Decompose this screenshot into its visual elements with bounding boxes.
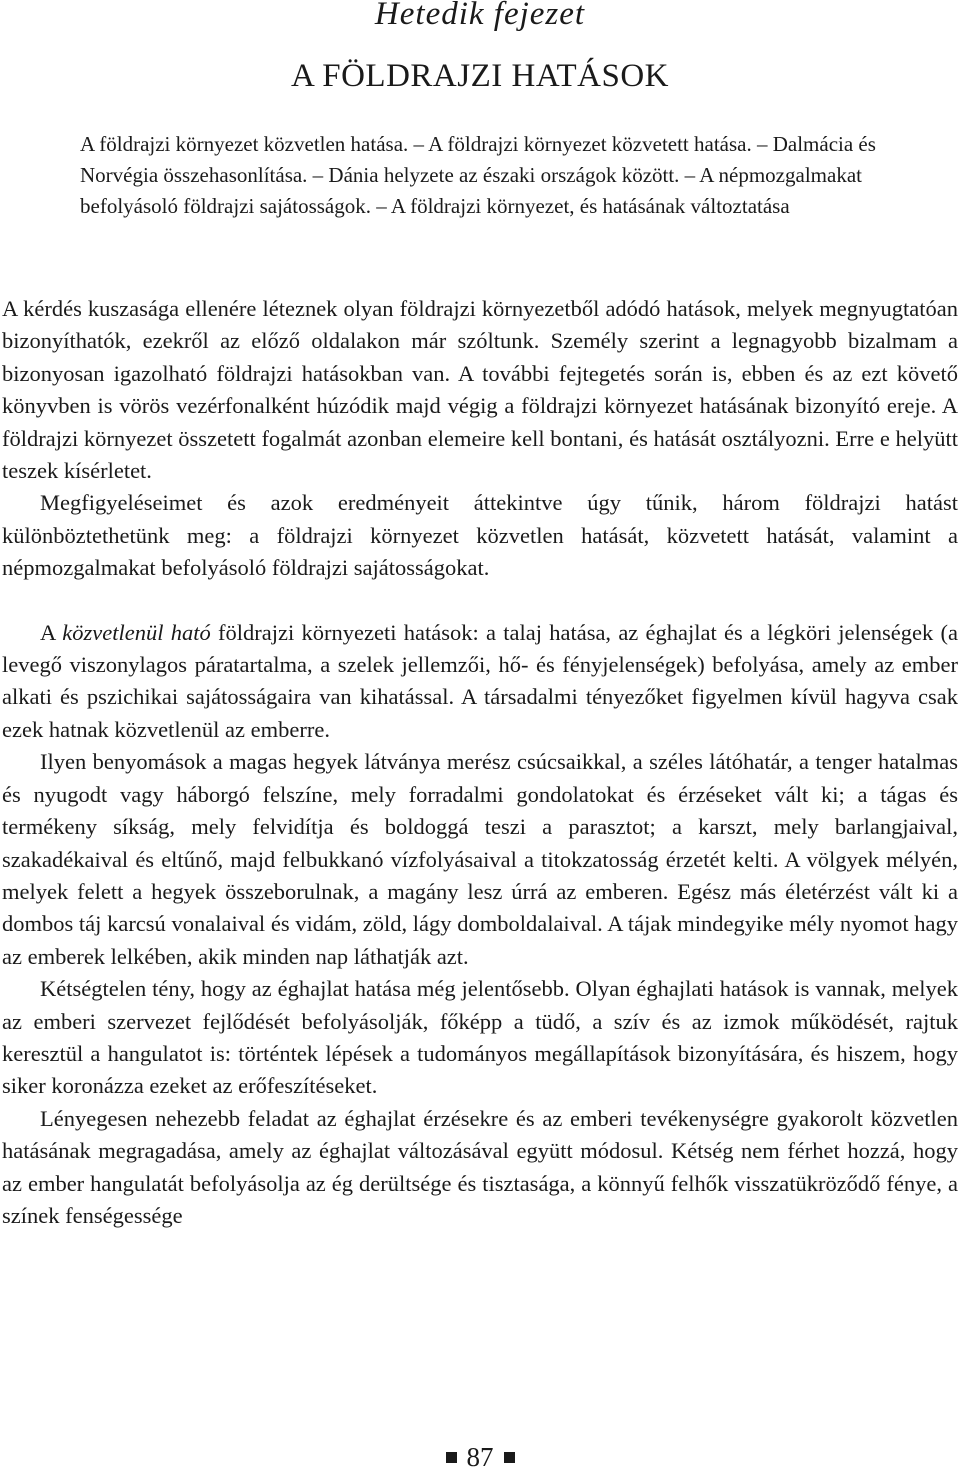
body-text (2, 293, 958, 1232)
page-number: 87 (466, 1442, 494, 1472)
square-bullet-icon (504, 1452, 515, 1463)
paragraph-4: Ilyen benyomások a magas hegyek látványa merész csúcsaikkal, a széles látóhatár, a tenger hatalmas és nyugodt vagy háborgó felszíne, mely forradalmi gondolatokat és érzéseket vált ki; a tágas és termékeny síkság, mely felvidítja és boldoggá teszi a parasztot; a karszt, mely barlangjaival, szakadékaival és eltűnő, majd felbukkanó vízfolyásaival a titokzatosság érzetét kelti. A völgyek mélyén, melyek felett a hegyek összeborulnak, a magány lesz úrrá az emberen. Egész más életérzést vált ki a dombos táj karcsú vonalaival és vidám, zöld, lágy domboldalaival. A tájak mindegyike mély nyomot hagy az emberek lelkében, akik minden nap láthatják azt. (2, 749, 958, 969)
paragraph-3-rest: földrajzi környezeti hatások: a talaj hatása, az éghajlat és a légköri jelenségek (a levegő viszonylagos páratartalma, a szelek jellemzői, hő- és fényjelenségek) befolyása, amely az ember alkati és pszichikai sajátosságaira van kihatással. A társadalmi tényezőket figyelmen kívül hagyva csak ezek hatnak közvetlenül az emberre. (2, 619, 958, 742)
chapter-title: A FÖLDRAJZI HATÁSOK (290, 58, 670, 94)
paragraph-3 (2, 617, 958, 747)
paragraph-1: A kérdés kuszasága ellenére léteznek olyan földrajzi környezetből adódó hatások, melyek megnyugtatóan bizonyíthatók, ezekről az előző oldalakon már szóltunk. Személy szerint a legnagyobb bizalmam a bizonyosan igazolható földrajzi hatásokban van. A további fejtegetés során is, ebben és az ezt követő könyvben is vörös vezérfonalként húzódik majd végig a földrajzi környezet hatásának bizonyító ereje. A földrajzi környezet összetett fogalmát azonban elemeire kell bontani, és hatását osztályozni. Erre e helyütt teszek kísérletet. (2, 296, 958, 484)
paragraph-2: Megfigyeléseimet és azok eredményeit áttekintve úgy tűnik, három földrajzi hatást különböztethetünk meg: a földrajzi környezet közvetlen hatását, közvetett hatását, valamint a népmozgalmakat befolyásoló földrajzi sajátosságokat. (2, 490, 958, 581)
paragraph-6: Lényegesen nehezebb feladat az éghajlat érzésekre és az emberi tevékenységre gyakorolt közvetlen hatásának megragadása, amely az éghajlat változásával együtt módosul. Kétség nem férhet hozzá, hogy az ember hangulatát befolyásolja az ég derültsége és tisztasága, a könnyű felhők visszatükröződő fénye, a színek fenségessége (2, 1105, 958, 1228)
paragraph-5: Kétségtelen tény, hogy az éghajlat hatása még jelentősebb. Olyan éghajlati hatások is vannak, melyek az emberi szervezet fejlődését befolyásolják, főképp a tüdő, a szív és az izmok működését, rajtuk keresztül a hangulatot is: történtek lépések a tudományos megállapítások bizonyítására, és hiszem, hogy siker koronázza ezeket az erőfeszítéseket. (2, 976, 958, 1099)
square-bullet-icon (446, 1452, 457, 1463)
chapter-label: Hetedik fejezet (374, 0, 586, 32)
chapter-summary (80, 129, 880, 222)
page-footer (0, 1441, 960, 1473)
summary-text: A földrajzi környezet közvetlen hatása. – A földrajzi környezet közvetett hatása. – Dalmácia és Norvégia összehasonlítása. – Dánia helyzete az északi országok között. – A népmozgalmakat befolyásoló földrajzi sajátosságok. – A földrajzi környezet, és hatásának változtatása (80, 132, 876, 218)
emphasis-term: közvetlenül ható (62, 619, 211, 645)
paragraph-3-start: A (40, 619, 63, 645)
